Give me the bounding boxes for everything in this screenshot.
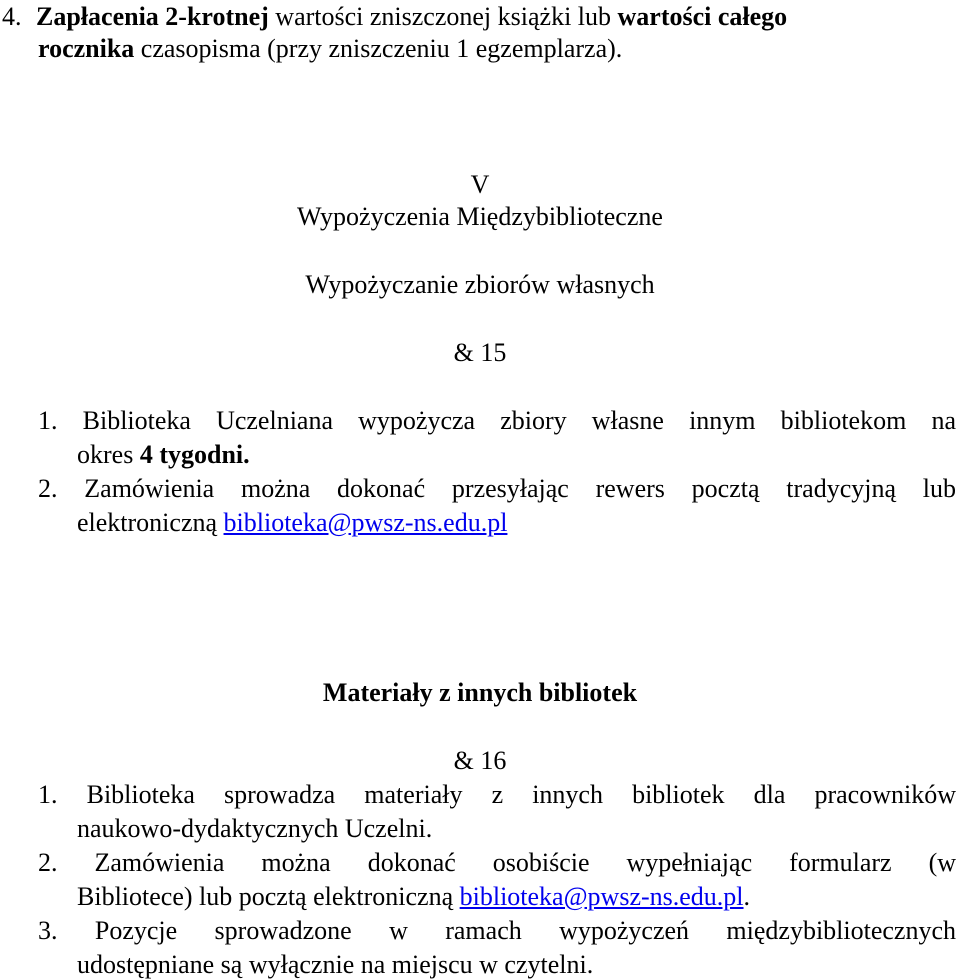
par16-item3-line1: 3. Pozycje sprowadzone w ramach wypożyczeń międzybibliotecznych bbox=[38, 916, 956, 945]
par16-item1-line1: 1. Biblioteka sprowadza materiały z innych bibliotek dla pracowników bbox=[38, 780, 956, 809]
section-roman: V bbox=[470, 170, 490, 199]
item4-bold-1: Zapłacenia 2-krotnej bbox=[36, 2, 269, 31]
paragraph-15-heading: & 15 bbox=[453, 338, 507, 367]
par16-item1-line2: naukowo-dydaktycznych Uczelni. bbox=[77, 814, 433, 843]
item4-text: wartości zniszczonej książki lub bbox=[268, 2, 618, 31]
section-subtitle: Wypożyczanie zbiorów własnych bbox=[305, 270, 655, 299]
email-link-1[interactable]: biblioteka@pwsz-ns.edu.pl bbox=[223, 508, 508, 537]
par15-item2-line2 bbox=[77, 508, 507, 538]
par16-item3-line2: udostępniane są wyłącznie na miejscu w czytelni. bbox=[77, 950, 594, 979]
par16-item2-line1: 2. Zamówienia można dokonać osobiście wypełniając formularz (w bbox=[38, 848, 956, 877]
par16-item2-suffix: . bbox=[743, 882, 751, 911]
par15-item2-line1: 2. Zamówienia można dokonać przesyłając rewers pocztą tradycyjną lub bbox=[38, 474, 956, 503]
item4-number: 4. bbox=[2, 2, 22, 31]
section-title: Wypożyczenia Międzybiblioteczne bbox=[297, 202, 663, 231]
item4-text-2: czasopisma (przy zniszczeniu 1 egzemplarza). bbox=[134, 34, 623, 63]
item4-line2 bbox=[38, 34, 622, 64]
par15-item1-line1: 1. Biblioteka Uczelniana wypożycza zbiory własne innym bibliotekom na bbox=[38, 406, 956, 435]
par15-loan-period: 4 tygodni. bbox=[139, 440, 250, 469]
email-link-2[interactable]: biblioteka@pwsz-ns.edu.pl bbox=[459, 882, 744, 911]
par15-item2-prefix: elektroniczną bbox=[77, 508, 224, 537]
par15-item1-line2 bbox=[77, 440, 250, 470]
par16-item2-line2 bbox=[77, 882, 750, 912]
materials-title-text: Materiały z innych bibliotek bbox=[322, 678, 638, 707]
paragraph-16-heading: & 16 bbox=[453, 746, 507, 775]
par15-item1-prefix: okres bbox=[77, 440, 140, 469]
materials-title bbox=[0, 678, 960, 708]
item4-line1 bbox=[2, 2, 958, 32]
item4-bold-3: rocznika bbox=[38, 34, 135, 63]
par16-item2-prefix: Bibliotece) lub pocztą elektroniczną bbox=[77, 882, 460, 911]
item4-bold-2: wartości całego bbox=[617, 2, 788, 31]
